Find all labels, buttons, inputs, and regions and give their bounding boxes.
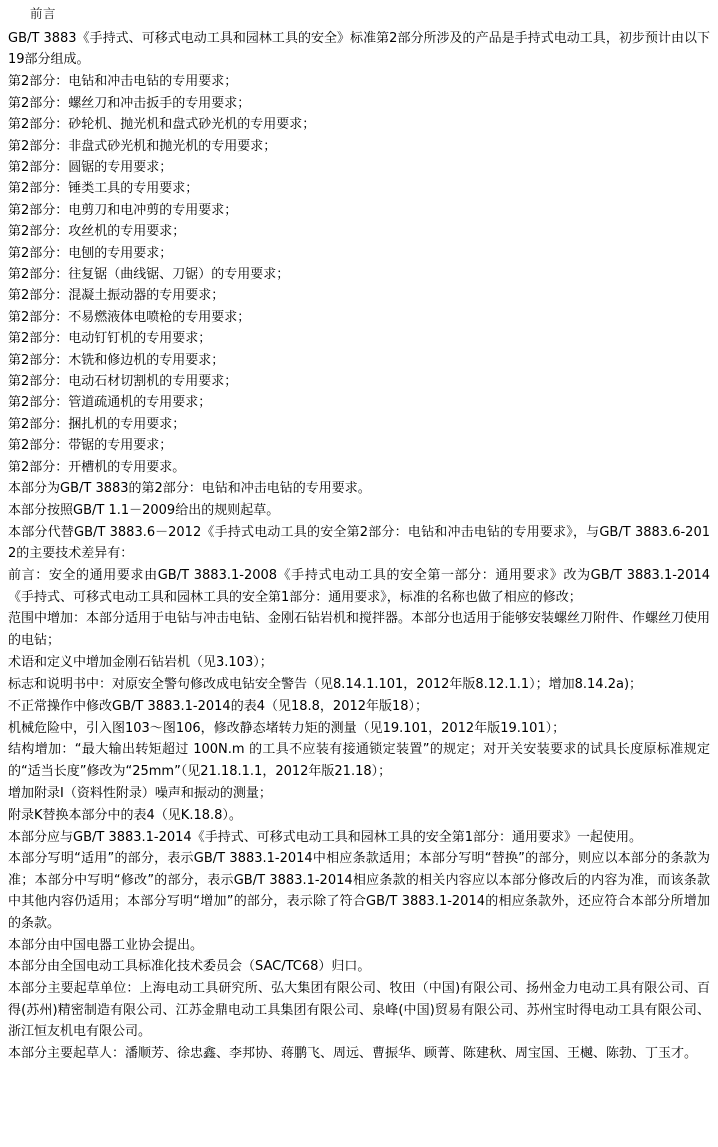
body-paragraph: 标志和说明书中：对原安全警句修改成电钻安全警告（见8.14.1.101，2012年版8.12.1.1）；增加8.14.2a)；	[8, 676, 643, 692]
list-item: 第2部分：带锯的专用要求；	[8, 438, 173, 454]
body-paragraph: 前言：安全的通用要求由GB/T 3883.1-2008《手持式电动工具的安全第一部分：通用要求》改为GB/T 3883.1-2014《手持式、可移式电动工具和园林工具的安全第1部分：通用要求》，标准的名称也做了相应的修改；	[8, 568, 710, 605]
body-paragraph: 不正常操作中修改GB/T 3883.1-2014的表4（见18.8，2012年版18）；	[8, 698, 429, 714]
body-paragraph: 机械危险中，引入图103～图106，修改静态堵转力矩的测量（见19.101，2012年版19.101）；	[8, 720, 566, 736]
list-item: 第2部分：电刨的专用要求；	[8, 245, 173, 261]
body-paragraph: 本部分写明“适用”的部分，表示GB/T 3883.1-2014中相应条款适用；本部分写明“替换”的部分，则应以本部分的条款为准；本部分中写明“修改”的部分，表示GB/T 3883.1-2014相应条款的相关内容应以本部分修改后的内容为准，而该条款中其他内容仍适用；本部分写明“增加”的部分，表示除了符合GB/T 3883.1-2014的相应条款外，还应符合本部分所增加的条款。	[8, 851, 710, 931]
list-item: 第2部分：锤类工具的专用要求；	[8, 181, 199, 197]
part-list	[8, 71, 710, 478]
list-item: 第2部分：管道疏通机的专用要求；	[8, 395, 212, 411]
list-item: 第2部分：开槽机的专用要求。	[8, 459, 186, 475]
list-item: 第2部分：电钻和冲击电钻的专用要求；	[8, 74, 238, 90]
document-header: 前言	[30, 6, 57, 21]
list-item: 第2部分：捆扎机的专用要求；	[8, 416, 186, 432]
body-paragraph: 本部分应与GB/T 3883.1-2014《手持式、可移式电动工具和园林工具的安全第1部分：通用要求》一起使用。	[8, 829, 642, 845]
list-item: 第2部分：攻丝机的专用要求；	[8, 224, 186, 240]
body-paragraph: 增加附录I（资料性附录）噪声和振动的测量；	[8, 785, 272, 801]
list-item: 第2部分：往复锯（曲线锯、刀锯）的专用要求；	[8, 266, 290, 282]
list-item: 第2部分：电动石材切割机的专用要求；	[8, 374, 238, 389]
list-item: 第2部分：圆锯的专用要求；	[8, 159, 173, 175]
list-item: 第2部分：电剪刀和电冲剪的专用要求；	[8, 202, 238, 218]
body-paragraph: 范围中增加：本部分适用于电钻与冲击电钻、金刚石钻岩机和搅拌器。本部分也适用于能够安装螺丝刀附件、作螺丝刀使用的电钻；	[8, 611, 711, 648]
list-item: 第2部分：混凝土振动器的专用要求；	[8, 288, 225, 304]
body-paragraphs	[8, 478, 710, 1064]
list-item: 第2部分：砂轮机、抛光机和盘式砂光机的专用要求；	[8, 117, 316, 133]
body-paragraph: 附录K替换本部分中的表4（见K.18.8）。	[8, 807, 242, 823]
list-item: 第2部分：不易燃液体电喷枪的专用要求；	[8, 309, 251, 325]
intro-paragraph: GB/T 3883《手持式、可移式电动工具和园林工具的安全》标准第2部分所涉及的产品是手持式电动工具，初步预计由以下19部分组成。	[8, 31, 710, 68]
body-paragraph: 本部分由中国电器工业协会提出。	[8, 937, 204, 953]
body-paragraph: 本部分由全国电动工具标准化技术委员会（SAC/TC68）归口。	[8, 959, 371, 975]
body-paragraph: 本部分主要起草人：潘顺芳、徐忠鑫、李邦协、蒋鹏飞、周远、曹振华、顾菁、陈建秋、周宝国、王樾、陈勃、丁玉才。	[8, 1046, 698, 1062]
body-paragraph: 结构增加：“最大输出转矩超过 100N.m 的工具不应装有接通锁定装置”的规定；对开关安装要求的试具长度原标准规定的“适当长度”修改为“25mm”（见21.18.1.1，2012年版21.18）；	[8, 742, 710, 779]
list-item: 第2部分：电动钉钉机的专用要求；	[8, 331, 212, 347]
list-item: 第2部分：木铣和修边机的专用要求；	[8, 352, 225, 368]
list-item: 第2部分：螺丝刀和冲击扳手的专用要求；	[8, 95, 251, 111]
body-paragraph: 本部分主要起草单位：上海电动工具研究所、弘大集团有限公司、牧田（中国)有限公司、扬州金力电动工具有限公司、百得(苏州)精密制造有限公司、江苏金鼎电动工具集团有限公司、泉峰(中国)贸易有限公司、苏州宝时得电动工具有限公司、浙江恒友机电有限公司。	[8, 981, 710, 1040]
body-paragraph: 本部分按照GB/T 1.1－2009给出的规则起草。	[8, 502, 280, 518]
body-paragraph: 术语和定义中增加金刚石钻岩机（见3.103）；	[8, 654, 273, 670]
body-paragraph: 本部分代替GB/T 3883.6－2012《手持式电动工具的安全第2部分：电钻和冲击电钻的专用要求》，与GB/T 3883.6-2012的主要技术差异有：	[8, 524, 710, 562]
list-item: 第2部分：非盘式砂光机和抛光机的专用要求；	[8, 138, 277, 154]
body-paragraph: 本部分为GB/T 3883的第2部分：电钻和冲击电钻的专用要求。	[8, 481, 371, 497]
